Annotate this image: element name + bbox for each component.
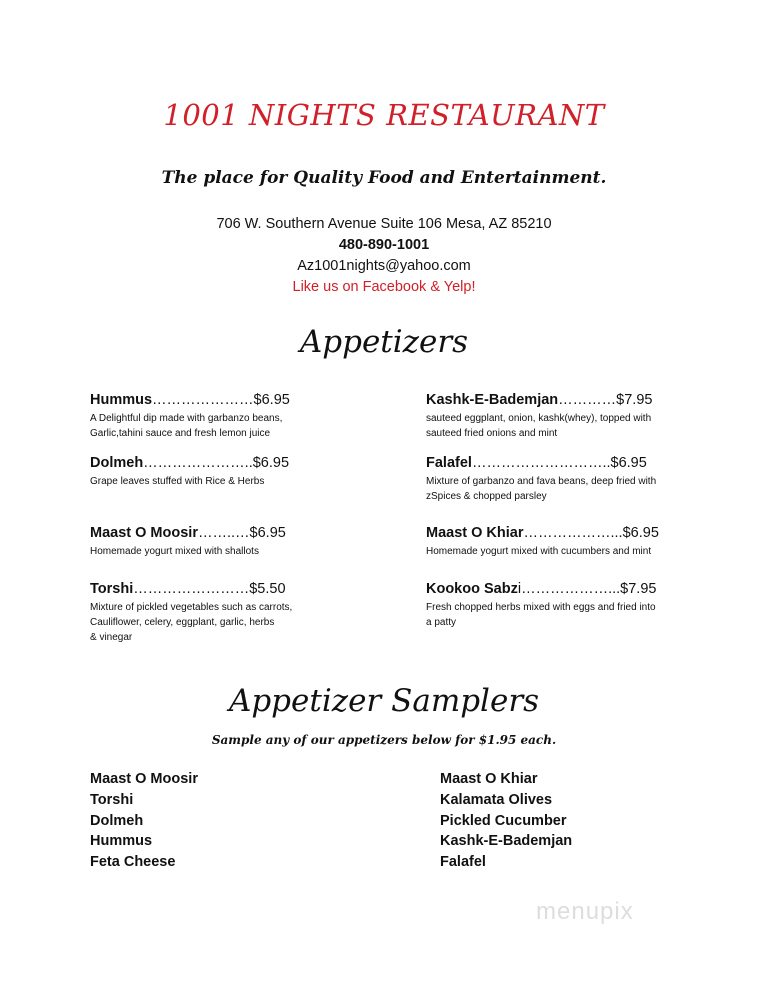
item-name-line <box>90 391 410 409</box>
item-dots: ………………….. <box>143 455 253 471</box>
menu-item <box>90 524 410 559</box>
menu-item <box>426 580 746 630</box>
menu-item <box>90 580 410 645</box>
samplers-heading: Appetizer Samplers <box>228 683 540 719</box>
sampler-item: Kalamata Olives <box>440 791 553 808</box>
restaurant-title: 1001 NIGHTS RESTAURANT <box>163 98 605 132</box>
sampler-item: Maast O Khiar <box>440 771 538 787</box>
item-description <box>90 544 410 559</box>
item-name: Torshi <box>90 581 134 597</box>
item-name-line <box>90 524 410 542</box>
item-description <box>426 411 746 441</box>
description-line: zSpices & chopped parsley <box>426 491 547 502</box>
sampler-list-left <box>90 769 198 873</box>
item-description <box>426 474 746 504</box>
description-line: A Delightful dip made with garbanzo beans, <box>90 413 283 424</box>
description-line: Cauliflower, celery, eggplant, garlic, herbs <box>90 617 275 628</box>
description-line: sauteed fried onions and mint <box>426 428 558 439</box>
item-name: Maast O Moosir <box>90 525 198 541</box>
item-description <box>90 600 410 645</box>
item-dots: ………………... <box>521 581 621 597</box>
menu-item <box>426 391 746 441</box>
item-name: Kashk-E-Bademjan <box>426 392 559 408</box>
item-name-line <box>90 580 410 598</box>
menu-item <box>90 454 410 489</box>
address: 706 W. Southern Avenue Suite 106 Mesa, AZ 85210 <box>216 216 552 232</box>
description-line: Mixture of pickled vegetables such as carrots, <box>90 602 293 613</box>
sampler-item: Kashk-E-Bademjan <box>440 833 573 850</box>
phone: 480-890-1001 <box>338 237 430 253</box>
samplers-subtitle: Sample any of our appetizers below for $1.95 each. <box>211 733 557 747</box>
item-price: $6.95 <box>622 525 659 541</box>
tagline: The place for Quality Food and Entertainment. <box>161 168 607 188</box>
item-name-line <box>90 454 410 472</box>
sampler-item: Pickled Cucumber <box>440 812 567 829</box>
sampler-item: Dolmeh <box>90 812 144 829</box>
sampler-item: Falafel <box>440 854 486 871</box>
item-description <box>90 411 410 441</box>
item-dots: ………………… <box>152 392 254 408</box>
item-name: Maast O Khiar <box>426 525 524 541</box>
item-name-line <box>426 391 746 409</box>
item-price: $5.50 <box>249 581 286 597</box>
description-line: Mixture of garbanzo and fava beans, deep fried with <box>426 476 657 487</box>
sampler-list-right <box>440 769 572 873</box>
social-link: Like us on Facebook & Yelp! <box>292 279 476 295</box>
sampler-item: Hummus <box>90 833 153 850</box>
watermark-logo: menupix <box>536 898 634 925</box>
sampler-item: Torshi <box>90 791 134 808</box>
item-dots: ……………………….. <box>471 455 611 471</box>
item-description <box>426 544 746 559</box>
menu-item <box>426 524 746 559</box>
item-dots: …………………… <box>133 581 250 597</box>
item-dots: ……..… <box>197 525 250 541</box>
item-price: $6.95 <box>253 392 290 408</box>
description-line: & vinegar <box>90 632 133 643</box>
item-name-line <box>426 580 746 598</box>
sampler-item: Maast O Moosir <box>90 771 198 787</box>
item-price: $6.95 <box>252 455 290 471</box>
item-description <box>426 600 746 630</box>
item-price: $6.95 <box>249 525 286 541</box>
item-name: Kookoo Sabz <box>426 581 518 597</box>
sampler-item: Feta Cheese <box>90 854 176 871</box>
description-line: Homemade yogurt mixed with shallots <box>90 546 259 557</box>
item-name: Dolmeh <box>90 455 144 471</box>
item-price: $7.95 <box>616 392 653 408</box>
item-name-line <box>426 454 746 472</box>
item-price: $7.95 <box>620 581 657 597</box>
item-dots: ………………... <box>523 525 623 541</box>
description-line: a patty <box>426 617 457 628</box>
email: Az1001nights@yahoo.com <box>297 258 471 274</box>
description-line: Grape leaves stuffed with Rice & Herbs <box>90 476 265 487</box>
item-dots: ………… <box>558 392 617 408</box>
appetizers-heading: Appetizers <box>299 324 469 360</box>
item-price: $6.95 <box>610 455 647 471</box>
description-line: Homemade yogurt mixed with cucumbers and mint <box>426 546 652 557</box>
description-line: sauteed eggplant, onion, kashk(whey), topped with <box>426 413 652 424</box>
menu-item <box>90 391 410 441</box>
item-name-line <box>426 524 746 542</box>
description-line: Fresh chopped herbs mixed with eggs and fried into <box>426 602 656 613</box>
item-name-tail: i <box>517 581 522 597</box>
item-description <box>90 474 410 489</box>
item-name: Falafel <box>426 455 472 471</box>
description-line: Garlic,tahini sauce and fresh lemon juice <box>90 428 271 439</box>
menu-item <box>426 454 746 504</box>
item-name: Hummus <box>90 392 153 408</box>
